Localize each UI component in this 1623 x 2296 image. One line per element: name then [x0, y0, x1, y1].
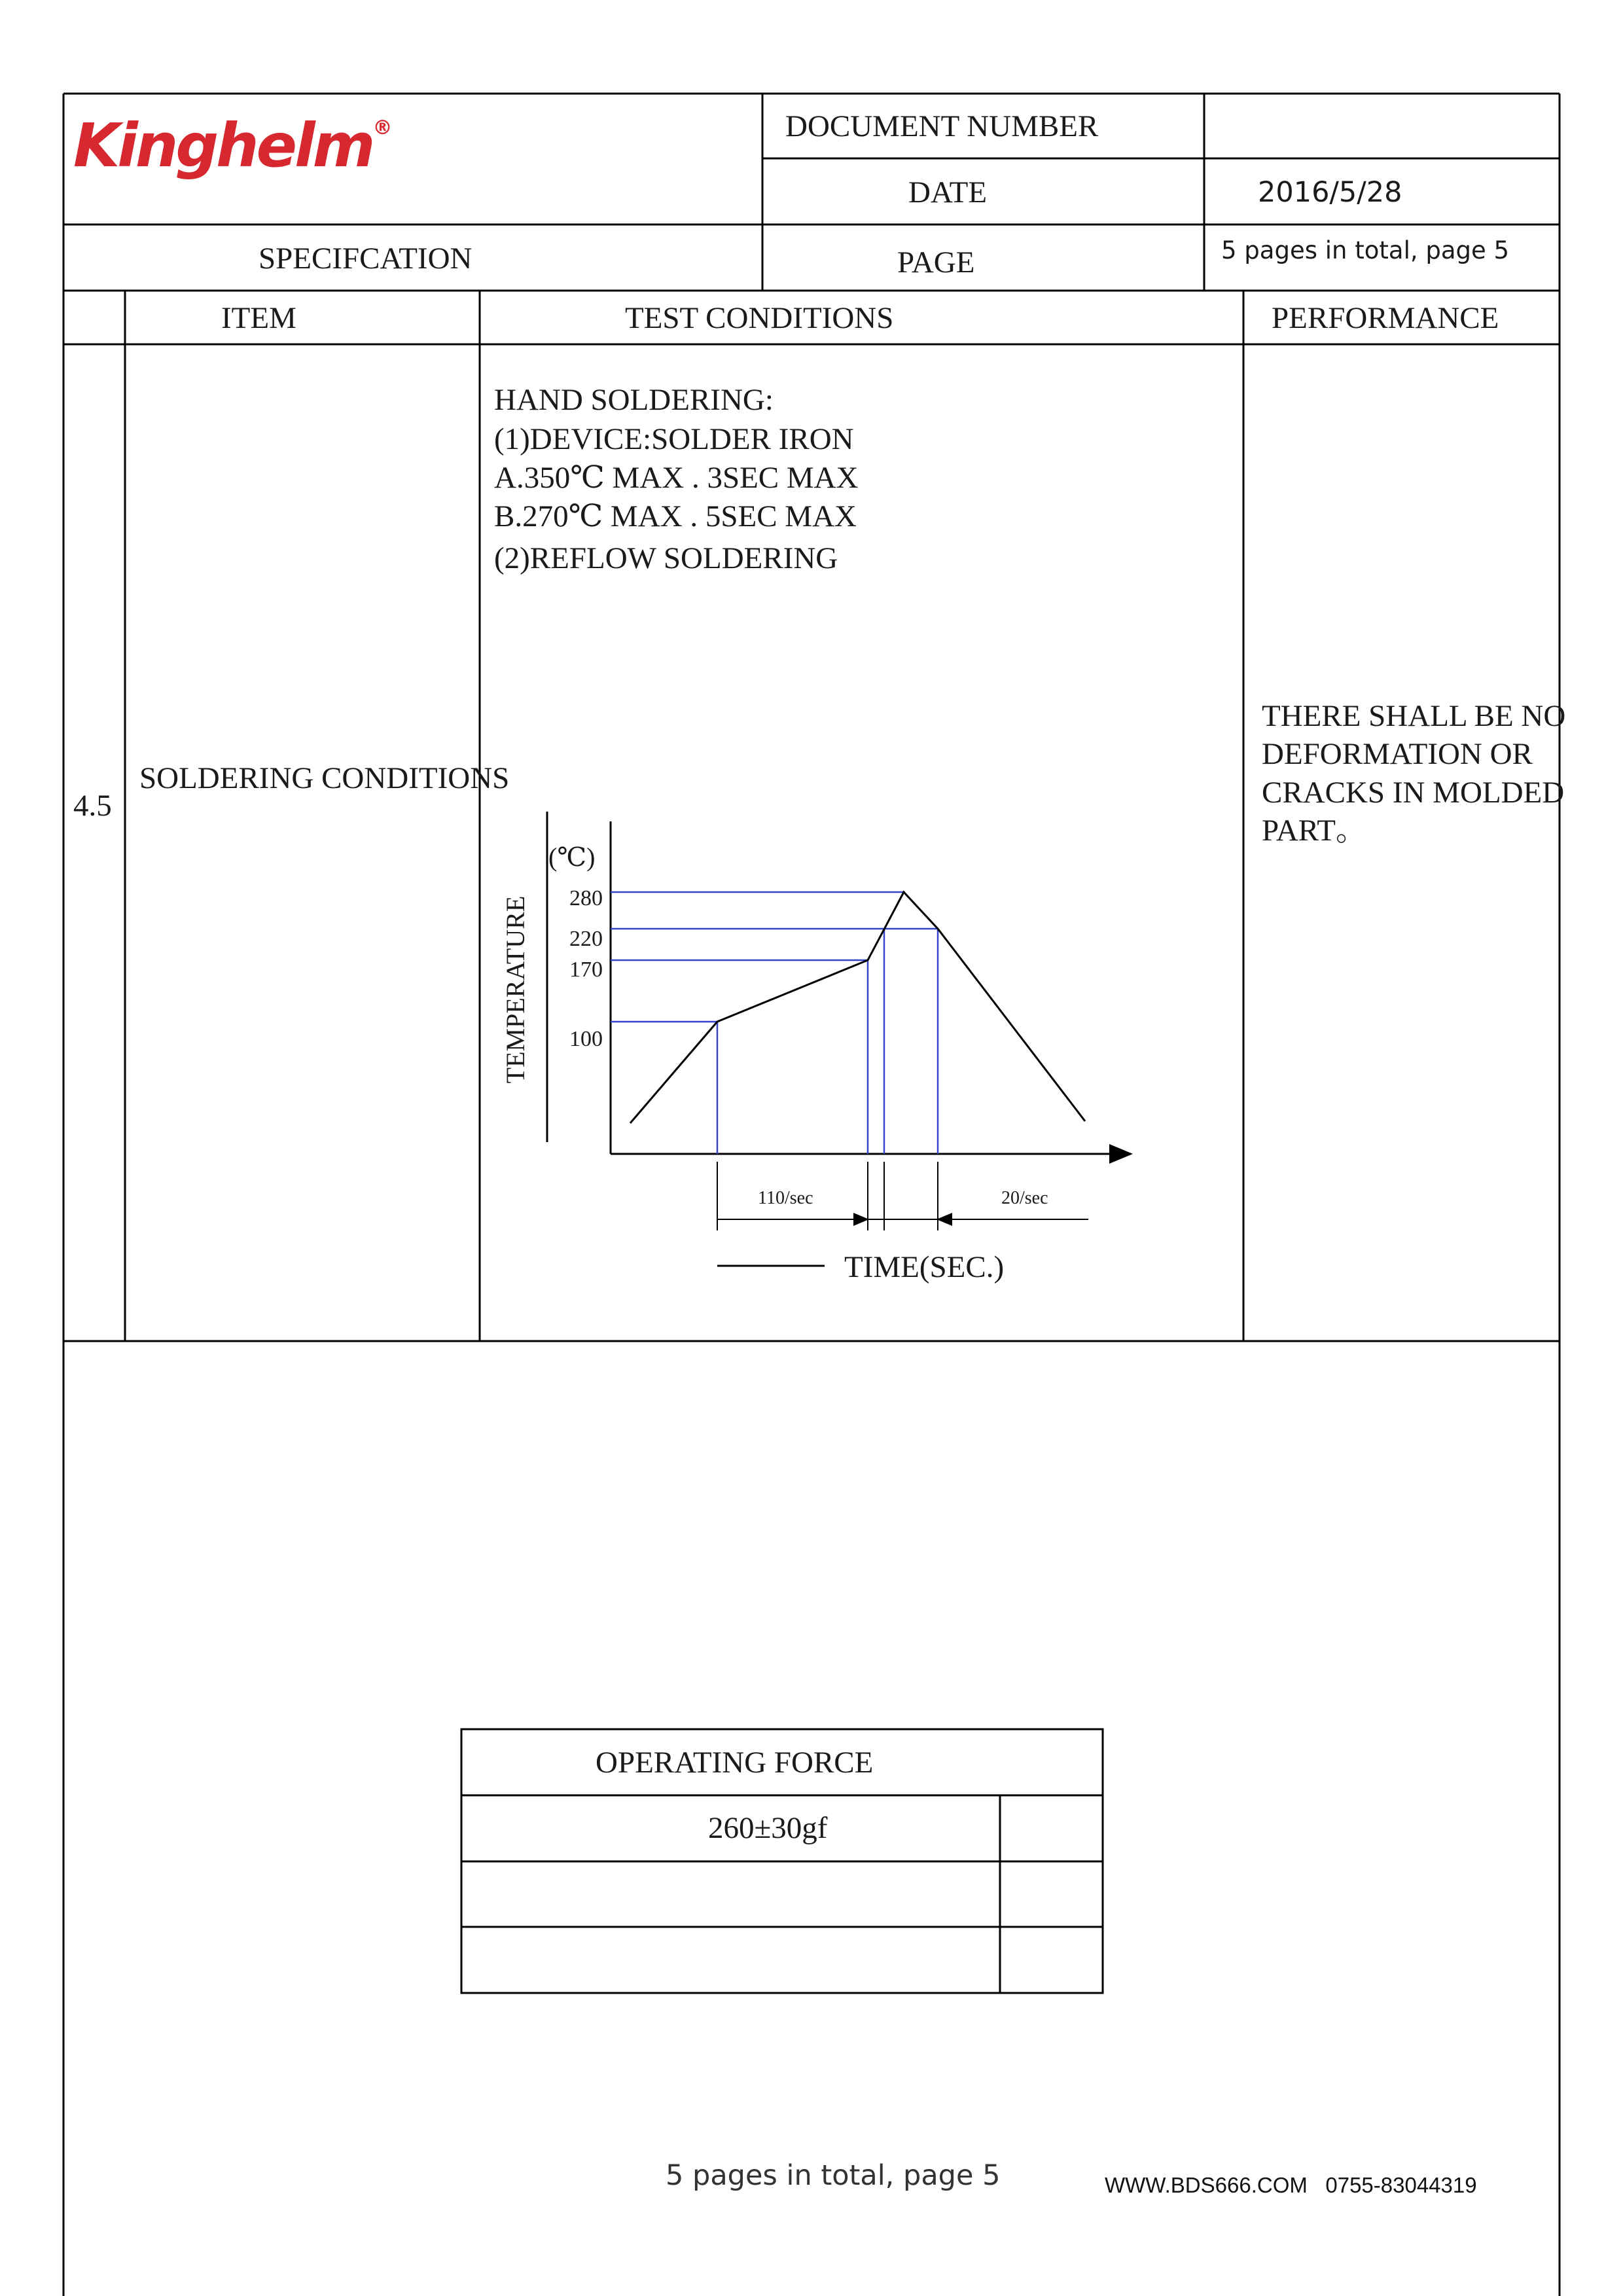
temperature-unit: (℃) — [548, 842, 596, 872]
operating-force-value: 260±30gf — [708, 1811, 828, 1845]
row-number: 4.5 — [73, 789, 112, 823]
column-header-performance: PERFORMANCE — [1272, 301, 1499, 335]
reflow-profile-line — [630, 892, 1085, 1123]
footer-pages: 5 pages in total, page 5 — [666, 2159, 1001, 2192]
performance-line: PART。 — [1262, 814, 1367, 848]
date-label: DATE — [908, 175, 988, 209]
column-header-item: ITEM — [221, 301, 296, 335]
condition-line: HAND SOLDERING: — [494, 383, 774, 417]
condition-line: (1)DEVICE:SOLDER IRON — [494, 422, 854, 456]
specification-label: SPECIFCATION — [259, 242, 473, 276]
y-tick-label: 100 — [569, 1027, 603, 1051]
footer-contact: WWW.BDS666.COM 0755-83044319 — [1105, 2173, 1477, 2197]
kinghelm-logo: Kinghelm® — [73, 111, 393, 181]
performance-line: CRACKS IN MOLDED — [1262, 776, 1565, 810]
performance-line: THERE SHALL BE NO — [1262, 699, 1566, 733]
condition-line: (2)REFLOW SOLDERING — [494, 541, 838, 575]
temperature-axis-label: TEMPERATURE — [501, 895, 530, 1084]
y-tick-label: 280 — [569, 886, 603, 910]
duration-label: 20/sec — [1001, 1188, 1048, 1208]
time-axis-label: TIME(SEC.) — [844, 1250, 1005, 1284]
page-value: 5 pages in total, page 5 — [1221, 236, 1510, 264]
condition-line: A.350℃ MAX . 3SEC MAX — [494, 461, 859, 495]
column-header-test-conditions: TEST CONDITIONS — [625, 301, 894, 335]
item-soldering-conditions: SOLDERING CONDITIONS — [139, 761, 510, 795]
y-tick-label: 220 — [569, 927, 603, 951]
page-label: PAGE — [897, 245, 975, 279]
document-number-label: DOCUMENT NUMBER — [785, 109, 1099, 143]
condition-line: B.270℃ MAX . 5SEC MAX — [494, 499, 857, 533]
performance-line: DEFORMATION OR — [1262, 737, 1533, 771]
duration-label: 110/sec — [758, 1188, 813, 1208]
operating-force-title: OPERATING FORCE — [596, 1746, 874, 1780]
y-tick-label: 170 — [569, 958, 603, 982]
date-value: 2016/5/28 — [1258, 176, 1402, 209]
